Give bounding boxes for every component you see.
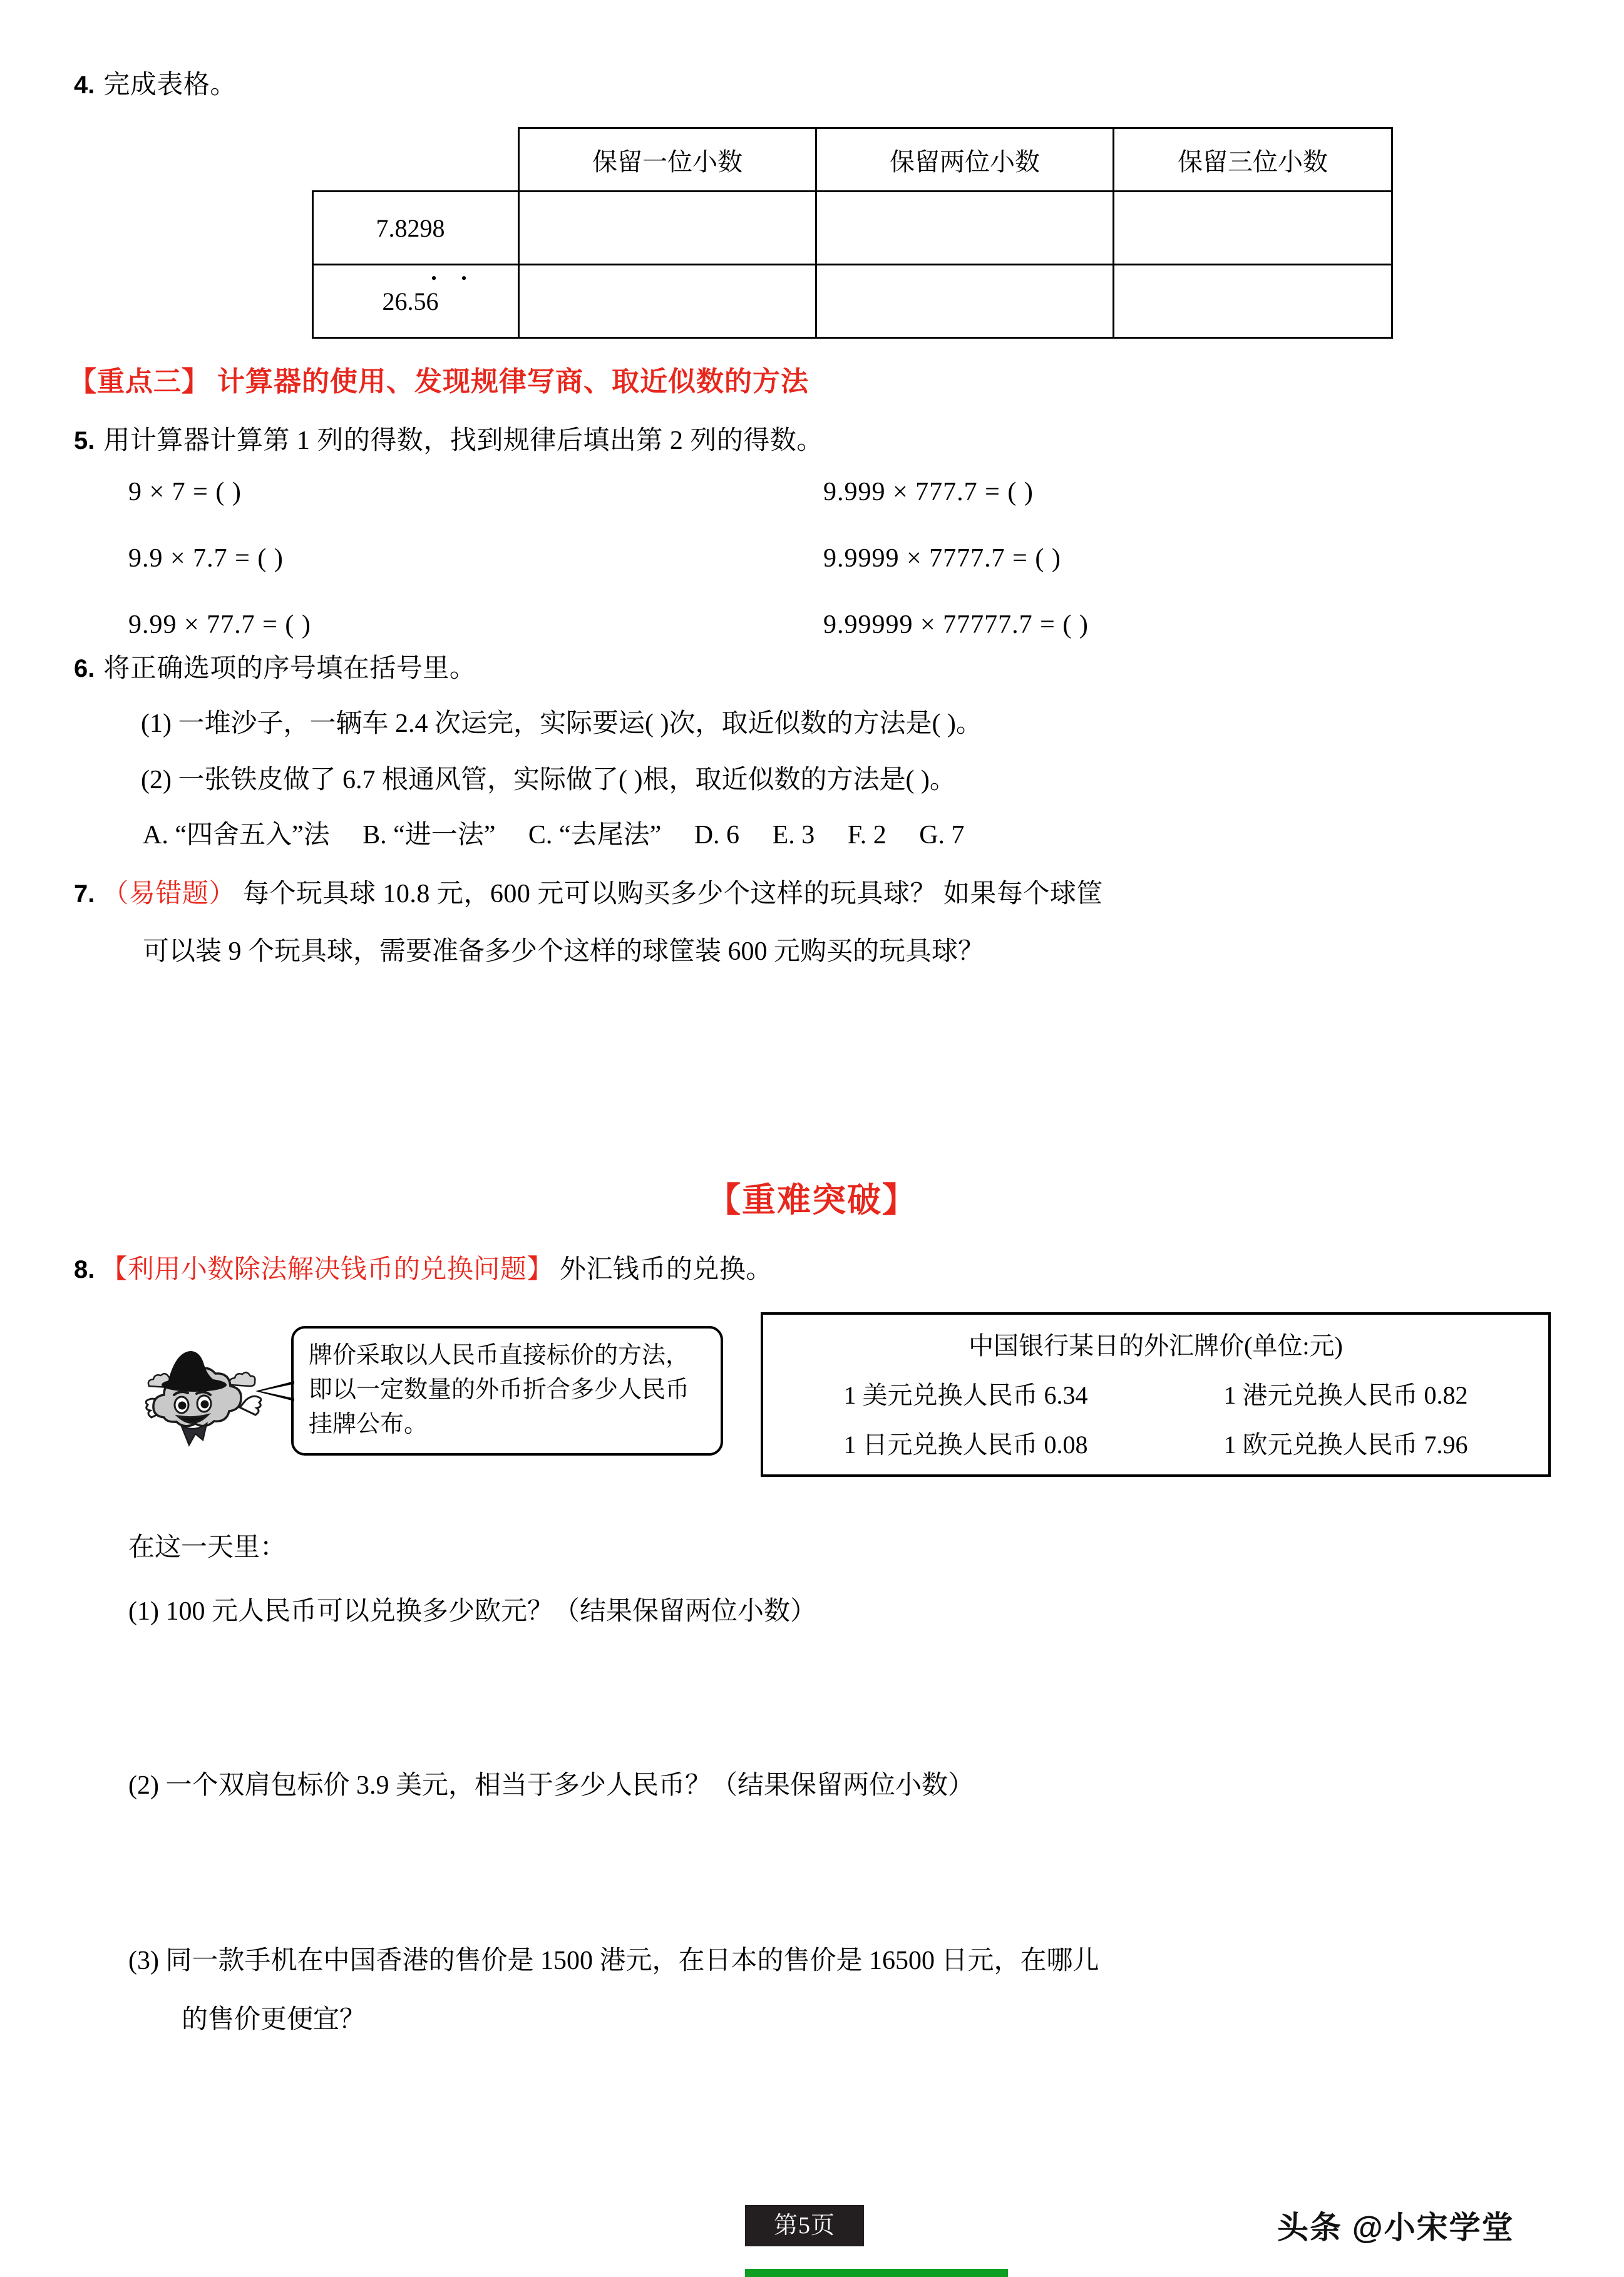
answer-cell[interactable] (519, 265, 816, 338)
exchange-rate-row (769, 1425, 1542, 1461)
table-header-one-decimal: 保留一位小数 (519, 128, 816, 192)
question-8-sub-1: (1) 100 元人民币可以兑换多少欧元？（结果保留两位小数） (128, 1597, 816, 1626)
question-7-line-2: 可以装 9 个玩具球，需要准备多少个这样的球筐装 600 元购买的玩具球？ (143, 937, 985, 966)
row-label-26-56-repeating (313, 265, 519, 338)
question-5-number: 5. (74, 427, 95, 455)
rounding-table (312, 127, 1393, 339)
answer-cell[interactable] (816, 192, 1114, 265)
speech-bubble: 牌价采取以人民币直接标价的方法，即以一定数量的外币折合多少人民币挂牌公布。 (291, 1326, 723, 1456)
row-label-7-8298: 7.8298 (313, 192, 519, 265)
question-6-number: 6. (74, 655, 95, 682)
exchange-rate-box (761, 1312, 1551, 1477)
rate-hkd: 1 港元兑换人民币 0.82 (1223, 1381, 1468, 1409)
footer-green-bar (745, 2269, 1008, 2277)
equation-right-1[interactable]: 9.999 × 777.7 = ( ) (823, 478, 1034, 506)
question-7-tag: （易错题） (102, 880, 235, 908)
repeating-dot-first: • (431, 269, 437, 287)
question-6-sub-1[interactable]: (1) 一堆沙子，一辆车 2.4 次运完，实际要运( )次，取近似数的方法是( )。 (141, 709, 982, 738)
table-header-two-decimals: 保留两位小数 (816, 128, 1114, 192)
question-5-prompt: 用计算器计算第 1 列的得数，找到规律后填出第 2 列的得数。 (103, 426, 823, 455)
answer-cell[interactable] (816, 265, 1114, 338)
equation-left-2[interactable]: 9.9 × 7.7 = ( ) (128, 544, 284, 573)
equation-right-3[interactable]: 9.99999 × 77777.7 = ( ) (823, 610, 1089, 639)
section-heading-breakthrough: 【重难突破】 (707, 1181, 917, 1219)
rate-usd: 1 美元兑换人民币 6.34 (843, 1381, 1088, 1409)
question-7-number: 7. (74, 880, 95, 908)
question-4-header (74, 65, 237, 106)
question-5-header (74, 421, 823, 461)
question-8-title: 外汇钱币的兑换。 (559, 1255, 773, 1284)
question-6-header (74, 649, 476, 689)
repeating-dot-second: • (461, 269, 467, 287)
question-8-number: 8. (74, 1256, 95, 1283)
equation-left-1[interactable]: 9 × 7 = ( ) (128, 478, 242, 506)
exchange-rate-row (769, 1375, 1542, 1411)
question-7-header (74, 874, 1103, 915)
question-6-prompt: 将正确选项的序号填在括号里。 (103, 654, 476, 683)
watermark-label: 头条 @小宋学堂 (1277, 2210, 1514, 2245)
cloud-mascot-icon (145, 1347, 262, 1460)
answer-cell[interactable] (1114, 192, 1392, 265)
speech-bubble-tail (255, 1381, 294, 1401)
table-row (313, 265, 1392, 338)
table-header-three-decimals: 保留三位小数 (1114, 128, 1392, 192)
question-8-sub-3-line-1: (3) 同一款手机在中国香港的售价是 1500 港元，在日本的售价是 16500 日元，在哪儿 (128, 1946, 1099, 1975)
exchange-rate-title: 中国银行某日的外汇牌价(单位:元) (969, 1332, 1343, 1360)
question-7-line-1: 每个玩具球 10.8 元，600 元可以购买多少个这样的玩具球？ 如果每个球筐 (242, 880, 1103, 908)
equation-right-2[interactable]: 9.9999 × 7777.7 = ( ) (823, 544, 1061, 573)
question-6-options: A. “四舍五入”法 B. “进一法” C. “去尾法” D. 6 E. 3 F. 2 G. 7 (143, 821, 965, 850)
question-8-intro: 在这一天里： (128, 1533, 287, 1562)
row-label-26-56-value: 26.56 (382, 287, 439, 316)
table-header-row (313, 128, 1392, 192)
section-banner-key-point-three: 【重点三】 计算器的使用、发现规律写商、取近似数的方法 (69, 366, 809, 397)
question-8-sub-2: (2) 一个双肩包标价 3.9 美元，相当于多少人民币？（结果保留两位小数） (128, 1771, 974, 1800)
question-8-header (74, 1250, 773, 1290)
question-4-number: 4. (74, 71, 95, 99)
answer-cell[interactable] (519, 192, 816, 265)
rate-jpy: 1 日元兑换人民币 0.08 (843, 1431, 1088, 1459)
table-row (313, 192, 1392, 265)
answer-cell[interactable] (1114, 265, 1392, 338)
question-8-sub-3-line-2: 的售价更便宜？ (182, 2005, 366, 2034)
question-4-prompt: 完成表格。 (103, 71, 237, 100)
equation-left-3[interactable]: 9.99 × 77.7 = ( ) (128, 610, 311, 639)
question-6-sub-2[interactable]: (2) 一张铁皮做了 6.7 根通风管，实际做了( )根，取近似数的方法是( )。 (141, 766, 956, 794)
page-number-badge: 第5页 (745, 2205, 864, 2246)
rate-eur: 1 欧元兑换人民币 7.96 (1223, 1431, 1468, 1459)
question-8-tag: 【利用小数除法解决钱币的兑换问题】 (101, 1255, 553, 1284)
table-corner-cell (313, 128, 519, 192)
